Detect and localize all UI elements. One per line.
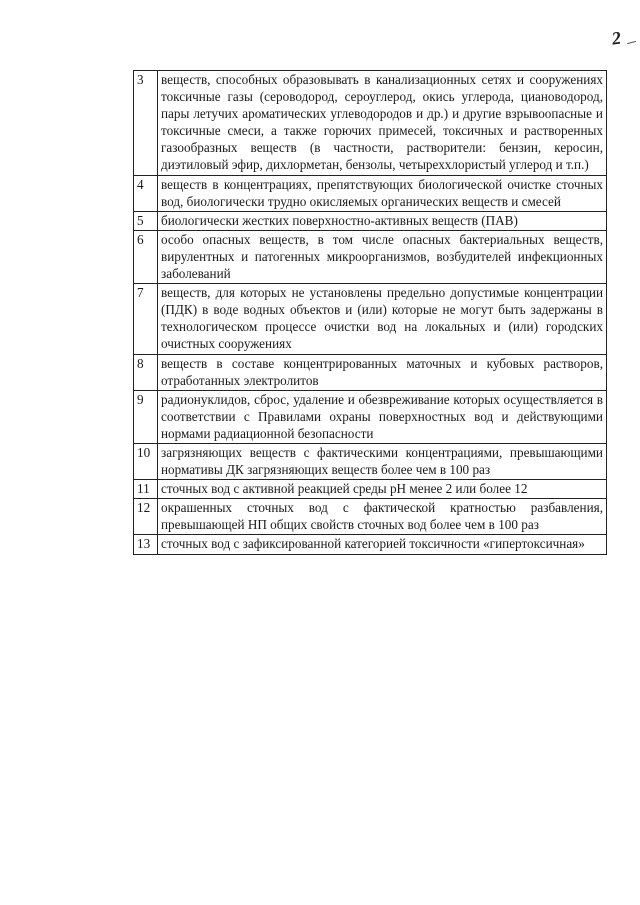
table-row [134, 390, 607, 443]
row-number: 4 [134, 175, 158, 211]
row-text: загрязняющих веществ с фактическими концентрациями, превышающими нормативы ДК загрязняющих веществ более чем в 100 раз [158, 443, 607, 479]
row-text: радионуклидов, сброс, удаление и обезвреживание которых осуществляется в соответствии с Правилами охраны поверхностных вод и действующими нормами радиационной безопасности [158, 390, 607, 443]
table-row [134, 354, 607, 390]
row-number: 12 [134, 499, 158, 535]
row-number: 5 [134, 211, 158, 230]
row-number: 8 [134, 354, 158, 390]
row-text: веществ, для которых не установлены предельно допустимые концентрации (ПДК) в воде водных объектов и (или) которые не могут быть задержаны в технологическом процессе очистки вод на локальных и (или) городских очистных сооружениях [158, 284, 607, 354]
table-row [134, 535, 607, 554]
row-text: биологически жестких поверхностно-активных веществ (ПАВ) [158, 211, 607, 230]
table-row [134, 230, 607, 283]
table-row [134, 499, 607, 535]
table-row [134, 175, 607, 211]
table-row [134, 480, 607, 499]
page-number: 2 [610, 27, 623, 49]
row-text: веществ, способных образовывать в канализационных сетях и сооружениях токсичные газы (сероводород, сероуглерод, окись углерода, циановодород, пары летучих ароматических углеводородов и др.) и другие взрывоопасные и токсичные смеси, а также горючих примесей, токсичных и растворенных газообразных веществ (в частности, растворители: бензин, керосин, диэтиловый эфир, дихлорметан, бензолы, четыреххлористый углерод и т.п.) [158, 71, 607, 176]
substances-table [133, 70, 607, 555]
row-text: особо опасных веществ, в том числе опасных бактериальных веществ, вирулентных и патогенных микроорганизмов, возбудителей инфекционных заболеваний [158, 230, 607, 283]
row-number: 7 [134, 284, 158, 354]
table-row [134, 211, 607, 230]
row-text: веществ в концентрациях, препятствующих биологической очистке сточных вод, биологически трудно окисляемых органических веществ и смесей [158, 175, 607, 211]
table-row [134, 71, 607, 176]
row-number: 13 [134, 535, 158, 554]
row-text: веществ в составе концентрированных маточных и кубовых растворов, отработанных электролитов [158, 354, 607, 390]
row-number: 11 [134, 480, 158, 499]
row-number: 10 [134, 443, 158, 479]
row-number: 3 [134, 71, 158, 176]
row-number: 9 [134, 390, 158, 443]
row-text: окрашенных сточных вод с фактической кратностью разбавления, превышающей НП общих свойств сточных вод более чем в 100 раз [158, 499, 607, 535]
row-number: 6 [134, 230, 158, 283]
row-text: сточных вод с зафиксированной категорией токсичности «гипертоксичная» [158, 535, 607, 554]
corner-dash-mark [627, 41, 636, 44]
table-row [134, 284, 607, 354]
table-row [134, 443, 607, 479]
row-text: сточных вод с активной реакцией среды pH менее 2 или более 12 [158, 480, 607, 499]
